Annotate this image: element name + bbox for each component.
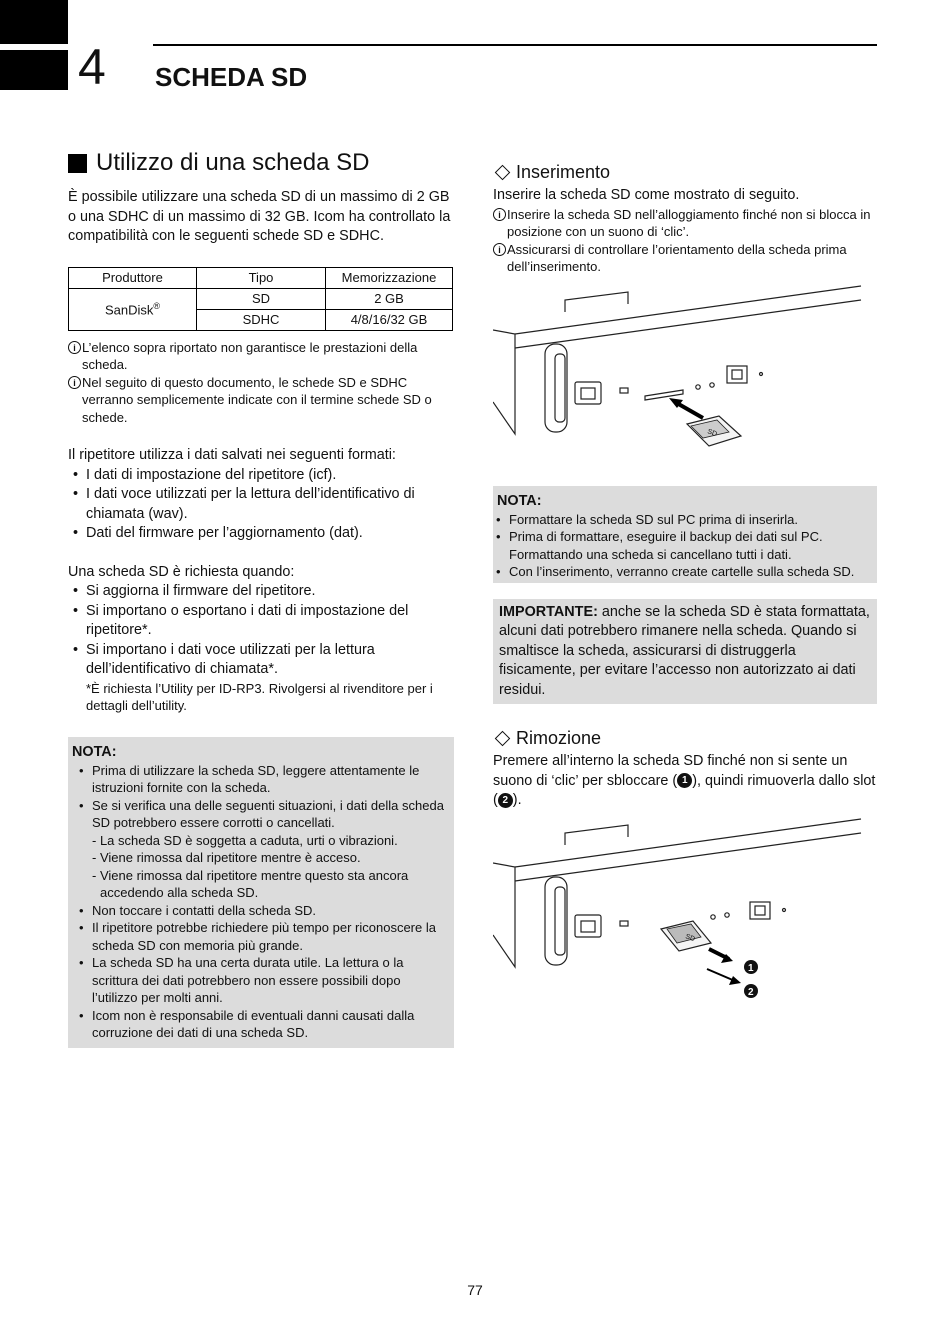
info-note: i Inserire la scheda SD nell’alloggiamento finché non si blocca in posizione con un suono di ‘clic’. — [493, 206, 877, 241]
info-note: i L’elenco sopra riportato non garantisce le prestazioni della scheda. — [68, 339, 454, 374]
right-column — [493, 160, 877, 1007]
list-item: • Non toccare i contatti della scheda SD. — [72, 902, 448, 920]
chapter-rule — [153, 44, 877, 46]
footnote: *È richiesta l’Utility per ID-RP3. Rivolgersi al rivenditore per i dettagli dell’utility. — [86, 680, 433, 713]
info-notes — [68, 339, 454, 427]
left-column — [68, 148, 454, 1048]
compatibility-table — [68, 267, 453, 331]
info-icon: i — [493, 208, 506, 221]
nota-title: NOTA: — [497, 492, 542, 509]
square-bullet-icon — [68, 154, 87, 173]
list-item: • I dati voce utilizzati per la lettura dell’identificativo di chiamata (wav). — [68, 485, 454, 524]
sd-card-shape — [661, 921, 711, 951]
table-cell: 2 GB — [326, 288, 453, 309]
info-note: i Nel seguito di questo documento, le schede SD e SDHC verranno semplicemente indicate con il termine schede SD o schede. — [68, 374, 454, 427]
info-icon: i — [493, 243, 506, 256]
section-heading — [68, 148, 454, 178]
required-lead: Una scheda SD è richiesta quando: — [68, 563, 295, 580]
list-item: • Si aggiorna il firmware del ripetitore. — [68, 582, 454, 602]
formats-lead: Il ripetitore utilizza i dati salvati nei seguenti formati: — [68, 447, 396, 463]
important-label: IMPORTANTE: — [499, 603, 598, 620]
callout-1-label: 1 — [748, 962, 754, 974]
list-item: • La scheda SD ha una certa durata utile. La lettura o la scrittura dei dati potrebbero non essere possibili dopo l’utilizzo per molti anni. — [72, 954, 448, 1007]
info-icon: i — [68, 341, 81, 354]
table-header: Produttore — [69, 267, 197, 288]
sd-card-label: SD — [684, 932, 696, 943]
list-item: • Dati del firmware per l’aggiornamento (dat). — [68, 524, 454, 544]
nota-box-left — [68, 737, 454, 1048]
sd-card-label: SD — [706, 427, 718, 438]
chapter-tab-bottom — [0, 50, 68, 90]
sub-item: - La scheda SD è soggetta a caduta, urti o vibrazioni. — [92, 832, 398, 848]
list-item: • Se si verifica una delle seguenti situazioni, i dati della scheda SD potrebbero essere corrotti o cancellati. — [72, 797, 448, 832]
list-item: • Icom non è responsabile di eventuali danni causati dalla corruzione dei dati di una scheda SD. — [72, 1007, 448, 1042]
removal-figure — [493, 817, 863, 1007]
list-item: • I dati di impostazione del ripetitore (icf). — [68, 466, 454, 486]
section-intro: È possibile utilizzare una scheda SD di un massimo di 2 GB o una SDHC di un massimo di 32 GB. Icom ha controllato la compatibilità con le seguenti schede SD e SDHC. — [68, 189, 451, 244]
list-item: • Con l’inserimento, verranno create cartelle sulla scheda SD. — [489, 563, 871, 581]
callout-2-label: 2 — [748, 986, 754, 998]
important-text: anche se la scheda SD è stata formattata, alcuni dati potrebbero rimanere nella scheda. Quando si smaltisce la scheda, assicurarsi di distruggerla fisicamente, per evitare l’accesso non autorizzato ai dati residui. — [499, 603, 870, 698]
required-list — [68, 582, 454, 680]
list-item: • Prima di utilizzare la scheda SD, leggere attentamente le istruzioni fornite con la scheda. — [72, 762, 448, 797]
diamond-icon — [495, 164, 511, 180]
chapter-number: 4 — [78, 39, 106, 95]
arrow-pull — [707, 969, 735, 981]
sd-card-shape — [687, 416, 741, 446]
important-box — [493, 599, 877, 705]
page-number: 77 — [467, 1282, 483, 1298]
table-header: Memorizzazione — [326, 267, 453, 288]
insertion-figure — [493, 284, 863, 456]
table-cell-manufacturer: SanDisk® — [69, 288, 197, 330]
sub-item: - Viene rimossa dal ripetitore mentre questo sta ancora accedendo alla scheda SD. — [92, 867, 409, 900]
table-header: Tipo — [197, 267, 326, 288]
list-item: • Si importano i dati voce utilizzati per la lettura dell’identificativo di chiamata*. — [68, 641, 454, 680]
nota-box-right — [493, 486, 877, 583]
section-title: Utilizzo di una scheda SD — [96, 149, 370, 176]
list-item: • Prima di formattare, eseguire il backup dei dati sul PC. Formattando una scheda si cancellano tutti i dati. — [489, 528, 871, 563]
arrow-head-icon — [729, 976, 741, 985]
info-note: i Assicurarsi di controllare l’orientamento della scheda prima dell’inserimento. — [493, 241, 877, 276]
insert-lead: Inserire la scheda SD come mostrato di seguito. — [493, 187, 800, 203]
step-1-badge: 1 — [677, 773, 692, 788]
step-2-badge: 2 — [498, 793, 513, 808]
list-item: • Formattare la scheda SD sul PC prima di inserirla. — [489, 511, 871, 529]
table-cell: SDHC — [197, 309, 326, 330]
chapter-tab-top — [0, 0, 68, 44]
list-item: • Si importano o esportano i dati di impostazione del ripetitore*. — [68, 602, 454, 641]
formats-list — [68, 466, 454, 544]
list-item: • Il ripetitore potrebbe richiedere più tempo per riconoscere la scheda SD con memoria più grande. — [72, 919, 448, 954]
nota-title: NOTA: — [72, 743, 117, 760]
table-cell: SD — [197, 288, 326, 309]
info-icon: i — [68, 376, 81, 389]
removal-text: Premere all’interno la scheda SD finché non si sente un suono di ‘clic’ per sbloccare ( 1 ), quindi rimuoverla dallo slot ( 2 ). — [493, 753, 876, 808]
sub-item: - Viene rimossa dal ripetitore mentre è acceso. — [92, 850, 361, 865]
removal-heading: Rimozione — [493, 726, 877, 750]
insert-heading: Inserimento — [493, 160, 877, 184]
table-cell: 4/8/16/32 GB — [326, 309, 453, 330]
diamond-icon — [495, 730, 511, 746]
chapter-title: SCHEDA SD — [155, 62, 308, 92]
